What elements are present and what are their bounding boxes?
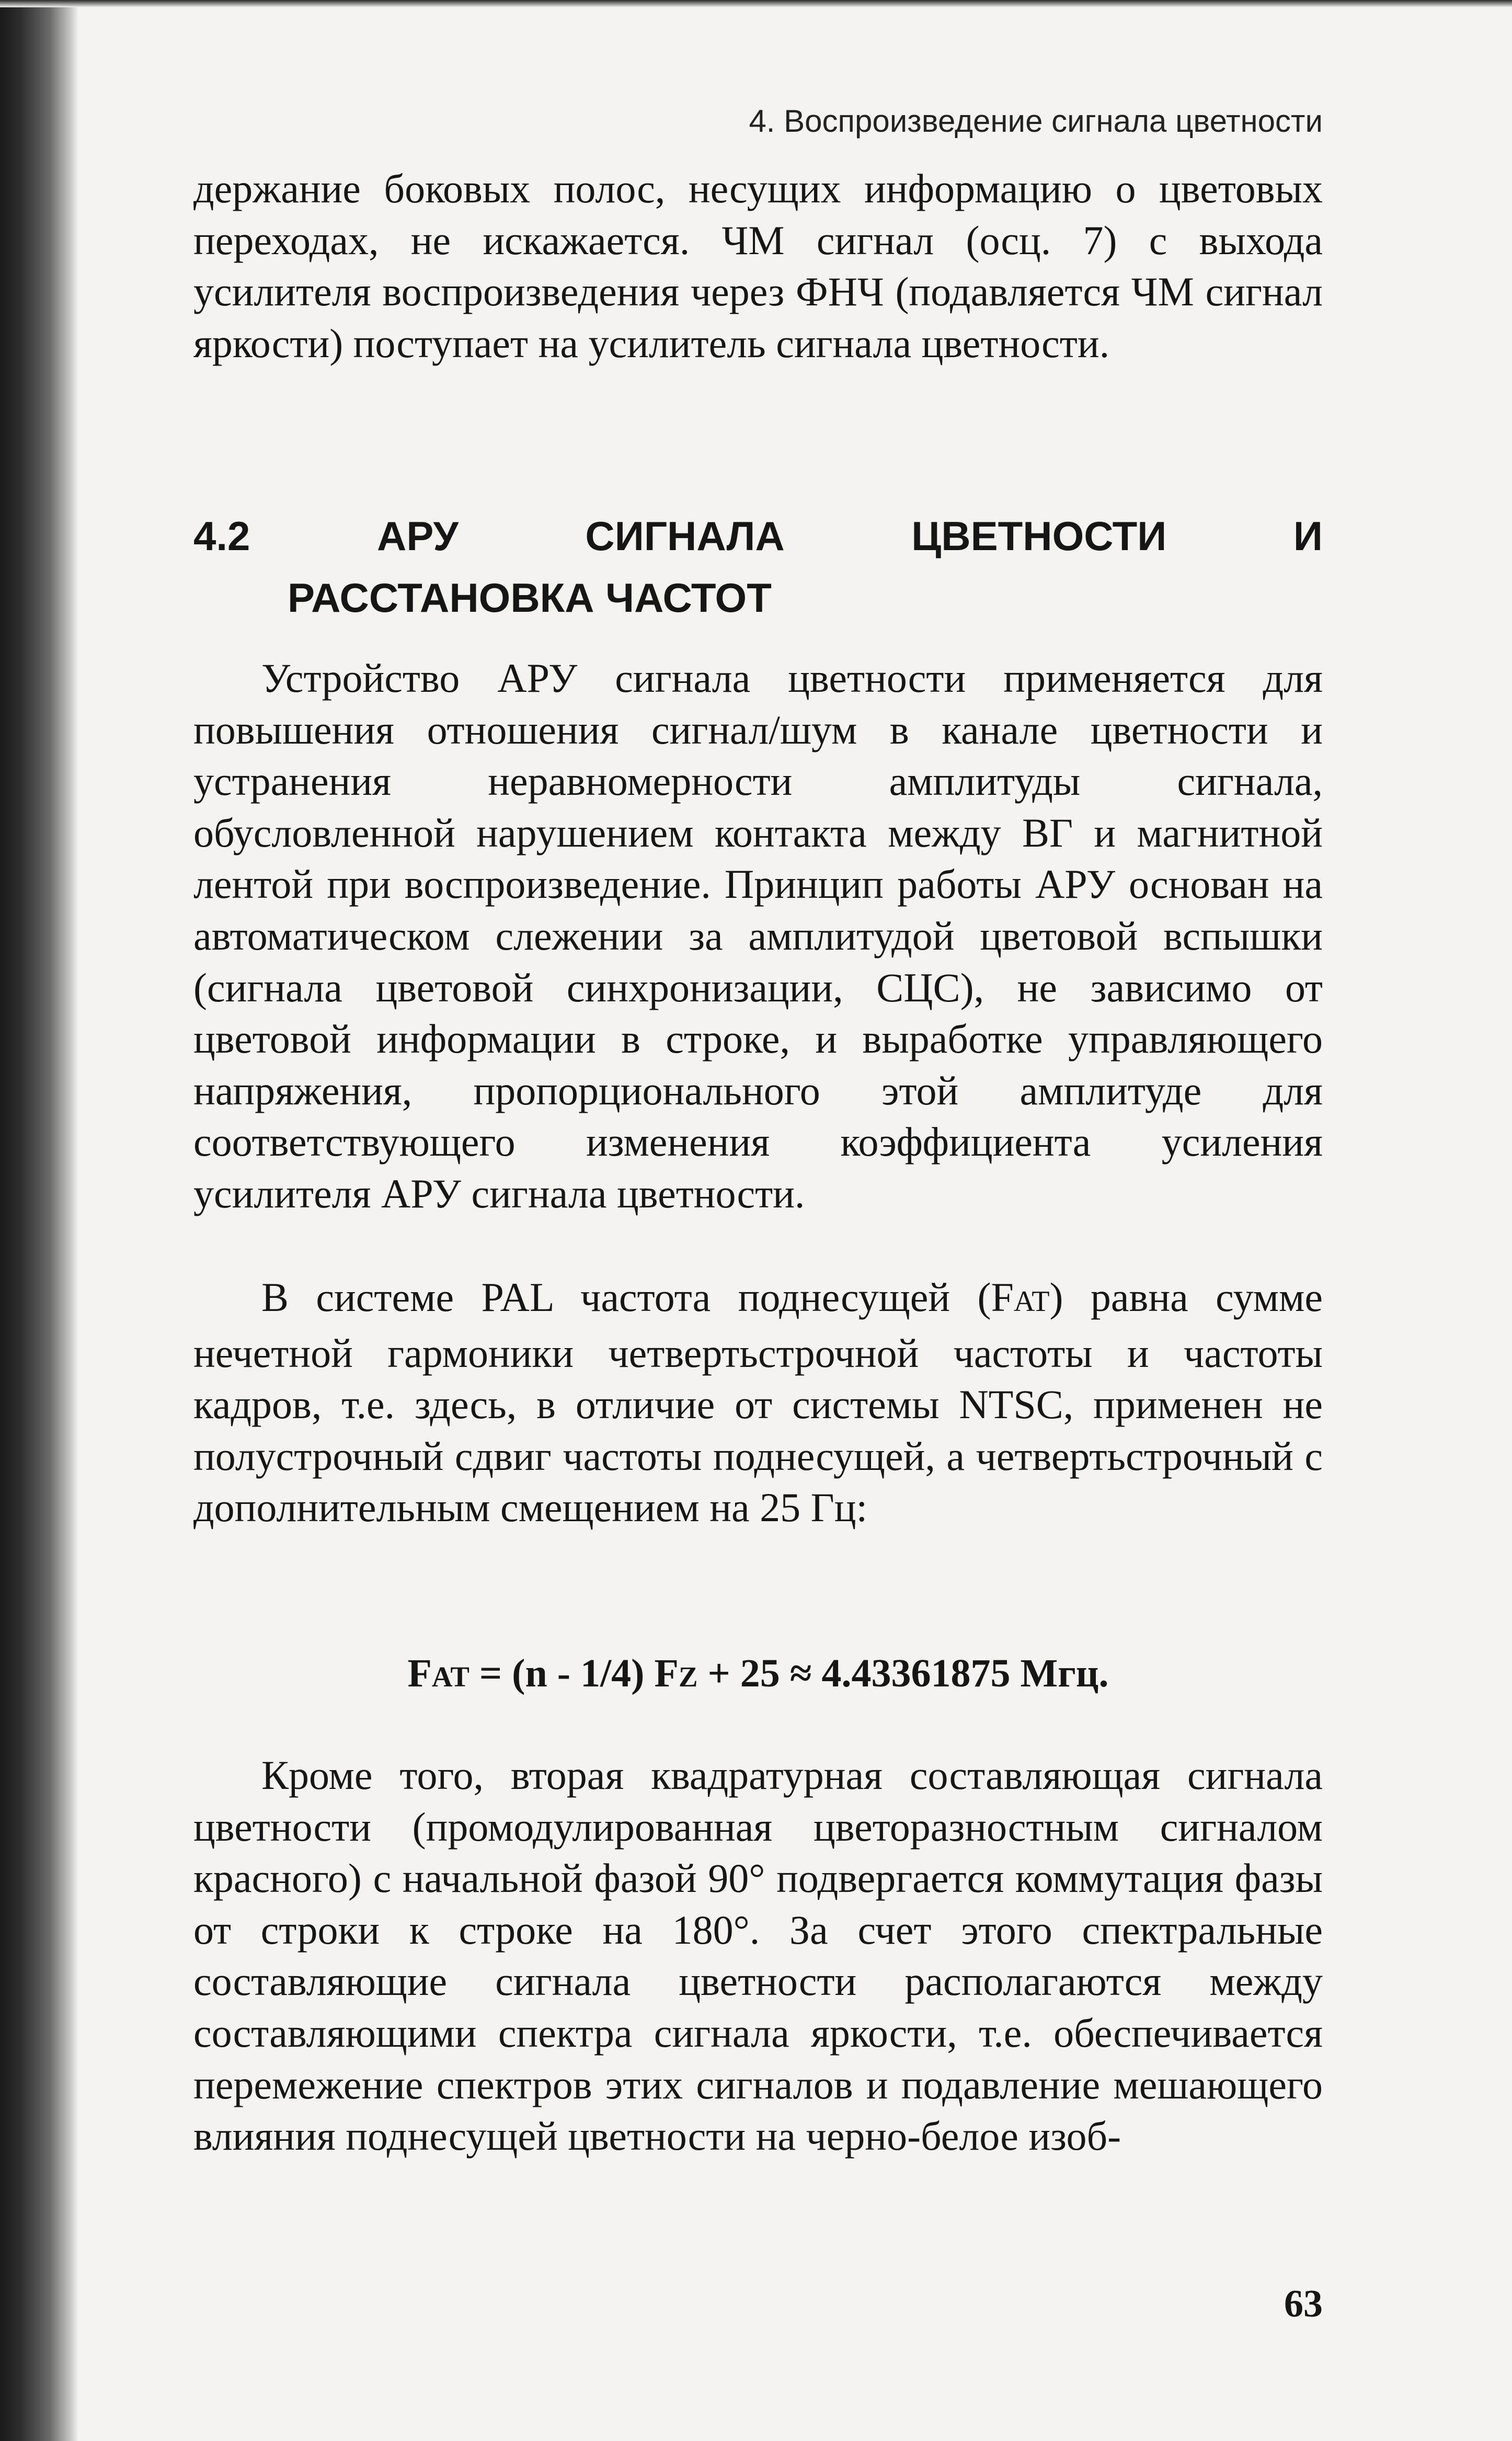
section-heading [193,505,1323,567]
page-number: 63 [1284,2283,1323,2325]
paragraph-agc-description: Устройство АРУ сигнала цветности применяется для повышения отношения сигнал/шум в канале цветности и устранения неравномерности амплитуды сигнала, обусловленной нарушением контакта между ВГ и магнитной лентой при воспроизведение. Принцип работы АРУ основан на автоматическом слежении за амплитудой цветовой вспышки (сигнала цветовой синхронизации, СЦС), не зависимо от цветовой информации в строке, и выработке управляющего напряжения, пропорционального этой амплитуде для соответствующего изменения коэффициента усиления усилителя АРУ сигнала цветности. [193,655,1323,1216]
formula-rhs: + 25 ≈ 4.43361875 Мгц. [697,1651,1109,1695]
section-title-word: СИГНАЛА [585,513,785,559]
running-header: 4. Воспроизведение сигнала цветности [749,104,1323,139]
symbol-f-base: F [991,1274,1014,1320]
section-title-word: И [1293,513,1323,559]
paragraph-phase-commutation: Кроме того, вторая квадратурная составляющая сигнала цветности (промодулированная цветоразностным сигналом красного) с начальной фазой 90° подвергается коммутация фазы от строки к строке на 180°. За счет этого спектральные составляющие сигнала цветности располагаются между составляющими спектра сигнала яркости, т.е. обеспечивается перемежение спектров этих сигналов и подавление мешающего влияния поднесущей цветности на черно-белое изоб- [193,1752,1323,2159]
book-page [193,0,1323,2441]
paragraph-pal-subcarrier [193,1272,1323,1534]
paragraph-text: В системе PAL частота поднесущей ( [261,1274,991,1320]
formula-fz-base: F [654,1651,679,1695]
paragraph-continuation: держание боковых полос, несущих информацию о цветовых переходах, не искажается. ЧМ сигнал (осц. 7) с выхода усилителя воспроизведения через ФНЧ (подавляется ЧМ сигнал яркости) поступает на усилитель сигнала цветности. [193,166,1323,366]
formula-subcarrier-frequency [193,1647,1323,1703]
scan-page-edge-shadow [0,0,78,2441]
section-title-word: ЦВЕТНОСТИ [911,513,1167,559]
section-heading-line-2: РАССТАНОВКА ЧАСТОТ [288,575,772,621]
formula-fz-subscript: Z [678,1661,698,1693]
formula-middle: = (n - 1/4) [469,1651,655,1695]
paragraph-text: ) равна сумме нечетной гармоники четвертьстрочной частоты и частоты кадров, т.е. здесь, в отличие от системы NTSC, применен не полустрочный сдвиг частоты поднесущей, а четвертьстрочный с дополнительным смещением на 25 Гц: [193,1274,1323,1531]
formula-lhs-base: F [407,1651,432,1695]
section-title-word: АРУ [377,513,459,559]
section-number: 4.2 [193,513,250,559]
formula-lhs-subscript: AT [431,1661,469,1693]
symbol-subscript: AT [1013,1285,1050,1318]
